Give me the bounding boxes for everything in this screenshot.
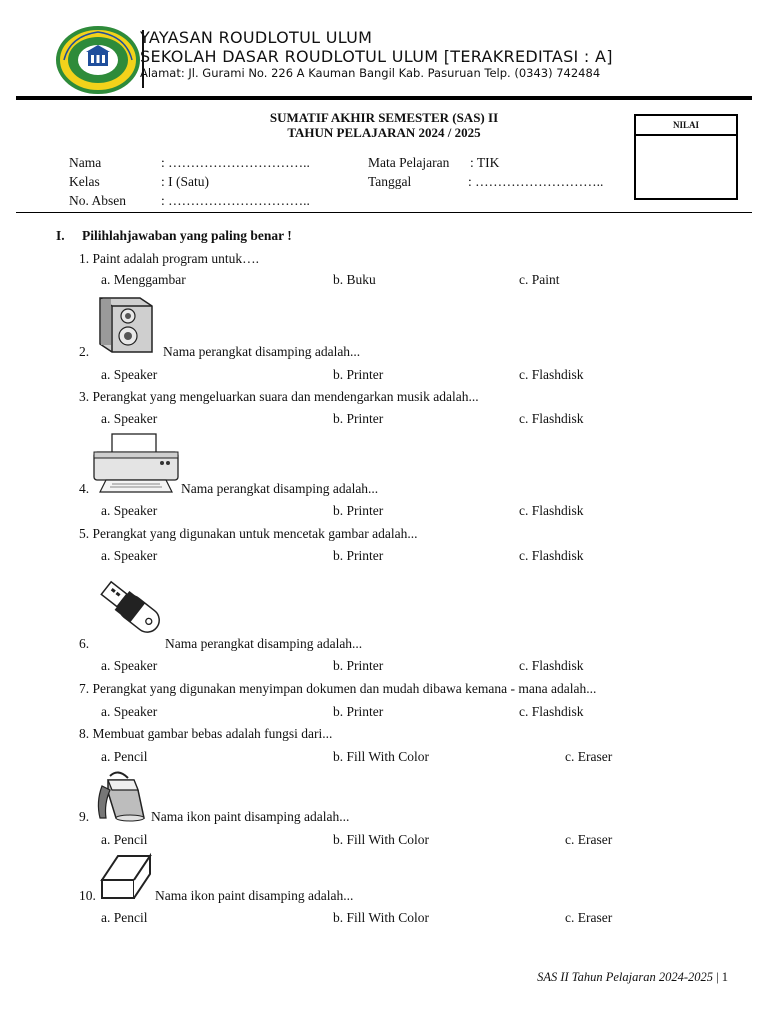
class-value: : I (Satu)	[161, 174, 209, 189]
question-7-option-c[interactable]: c. Flashdisk	[519, 704, 584, 719]
question-10-number: 10.	[79, 888, 96, 903]
question-6: Nama perangkat disamping adalah...	[165, 636, 363, 651]
school-logo	[56, 26, 140, 94]
letterhead-rule	[16, 96, 752, 100]
eraser-icon	[98, 852, 154, 907]
question-4: Nama perangkat disamping adalah...	[181, 481, 379, 496]
question-7-option-b[interactable]: b. Printer	[333, 704, 384, 719]
subject-label: Mata Pelajaran	[368, 155, 450, 170]
question-6-option-b[interactable]: b. Printer	[333, 658, 384, 673]
question-1-option-a[interactable]: a. Menggambar	[101, 272, 186, 287]
question-2-option-c[interactable]: c. Flashdisk	[519, 367, 584, 382]
question-4-number: 4.	[79, 481, 90, 496]
footer-separator: |	[716, 970, 719, 984]
exam-title: SUMATIF AKHIR SEMESTER (SAS) II	[269, 110, 499, 125]
score-label: NILAI	[636, 116, 736, 136]
footer-text: SAS II Tahun Pelajaran 2024-2025	[537, 970, 713, 984]
exam-year: TAHUN PELAJARAN 2024 / 2025	[287, 125, 481, 140]
question-8-option-a[interactable]: a. Pencil	[101, 749, 148, 764]
absen-field[interactable]: : …………………………..	[161, 193, 310, 208]
absen-label: No. Absen	[69, 193, 126, 208]
question-3-option-c[interactable]: c. Flashdisk	[519, 411, 584, 426]
paint-bucket-icon	[94, 770, 150, 827]
question-7-option-a[interactable]: a. Speaker	[101, 704, 158, 719]
question-3-option-b[interactable]: b. Printer	[333, 411, 384, 426]
question-9: Nama ikon paint disamping adalah...	[151, 809, 350, 824]
question-8-option-c[interactable]: c. Eraser	[565, 749, 613, 764]
question-6-option-a[interactable]: a. Speaker	[101, 658, 158, 673]
question-9-number: 9.	[79, 809, 90, 824]
question-9-option-c[interactable]: c. Eraser	[565, 832, 613, 847]
foundation-name: YAYASAN ROUDLOTUL ULUM	[140, 28, 373, 47]
question-2-number: 2.	[79, 344, 90, 359]
speaker-icon	[96, 294, 156, 361]
subject-value: : TIK	[470, 155, 500, 170]
question-4-option-a[interactable]: a. Speaker	[101, 503, 158, 518]
question-8: 8. Membuat gambar bebas adalah fungsi dari...	[79, 726, 333, 741]
question-10-option-c[interactable]: c. Eraser	[565, 910, 613, 925]
question-2-option-b[interactable]: b. Printer	[333, 367, 384, 382]
question-3-option-a[interactable]: a. Speaker	[101, 411, 158, 426]
date-field[interactable]: : ………………………..	[468, 174, 604, 189]
question-1-option-c[interactable]: c. Paint	[519, 272, 560, 287]
question-2: Nama perangkat disamping adalah...	[163, 344, 361, 359]
question-7: 7. Perangkat yang digunakan menyimpan dokumen dan mudah dibawa kemana - mana adalah...	[79, 681, 597, 696]
flashdisk-icon	[98, 580, 164, 645]
question-9-option-b[interactable]: b. Fill With Color	[333, 832, 429, 847]
question-5-option-b[interactable]: b. Printer	[333, 548, 384, 563]
class-label: Kelas	[69, 174, 100, 189]
identity-rule	[16, 212, 752, 213]
question-5: 5. Perangkat yang digunakan untuk mencetak gambar adalah...	[79, 526, 418, 541]
section-heading	[56, 228, 292, 244]
question-2-option-a[interactable]: a. Speaker	[101, 367, 158, 382]
date-label: Tanggal	[368, 174, 412, 189]
page-footer	[537, 970, 728, 985]
question-1-option-b[interactable]: b. Buku	[333, 272, 376, 287]
question-4-option-c[interactable]: c. Flashdisk	[519, 503, 584, 518]
question-1: 1. Paint adalah program untuk….	[79, 251, 259, 266]
question-6-option-c[interactable]: c. Flashdisk	[519, 658, 584, 673]
name-label: Nama	[69, 155, 102, 170]
question-8-option-b[interactable]: b. Fill With Color	[333, 749, 429, 764]
school-address: Alamat: Jl. Gurami No. 226 A Kauman Bangil Kab. Pasuruan Telp. (0343) 742484	[140, 66, 601, 80]
score-box[interactable]	[634, 114, 738, 200]
question-10-option-b[interactable]: b. Fill With Color	[333, 910, 429, 925]
name-field[interactable]: : …………………………..	[161, 155, 310, 170]
section-instruction: Pilihlahjawaban yang paling benar !	[82, 228, 292, 243]
question-5-option-c[interactable]: c. Flashdisk	[519, 548, 584, 563]
question-3: 3. Perangkat yang mengeluarkan suara dan mendengarkan musik adalah...	[79, 389, 479, 404]
printer-icon	[92, 432, 180, 499]
question-4-option-b[interactable]: b. Printer	[333, 503, 384, 518]
page-number: 1	[721, 970, 728, 984]
question-5-option-a[interactable]: a. Speaker	[101, 548, 158, 563]
section-number: I.	[56, 228, 65, 243]
school-name: SEKOLAH DASAR ROUDLOTUL ULUM [TERAKREDITASI : A]	[140, 47, 613, 66]
question-10: Nama ikon paint disamping adalah...	[155, 888, 354, 903]
question-6-number: 6.	[79, 636, 90, 651]
question-10-option-a[interactable]: a. Pencil	[101, 910, 148, 925]
question-9-option-a[interactable]: a. Pencil	[101, 832, 148, 847]
